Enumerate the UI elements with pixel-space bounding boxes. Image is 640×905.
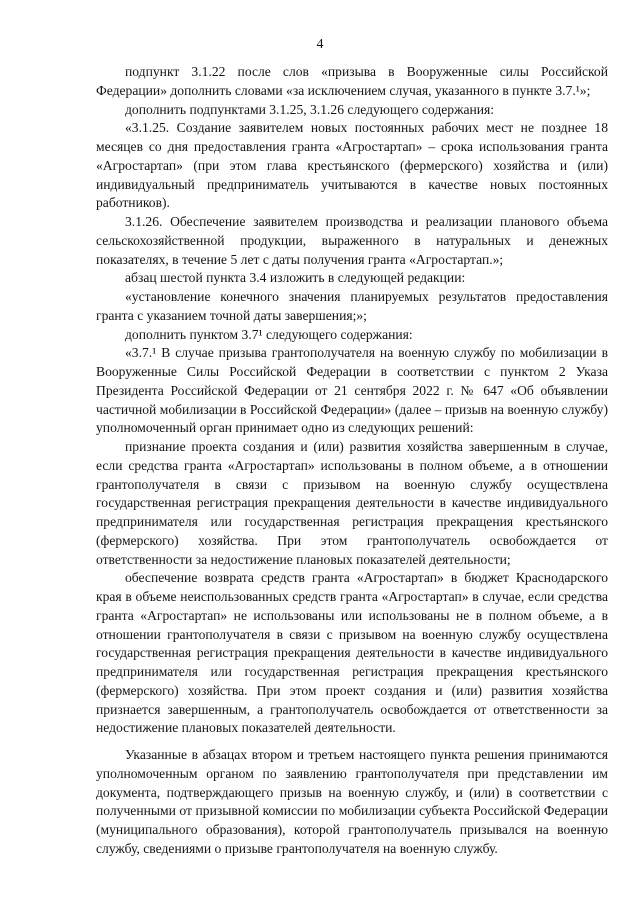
paragraph-subpoint-3-1-22: подпункт 3.1.22 после слов «призыва в Вооруженные силы Российской Федерации» дополнить словами «за исключением случая, указанного в пункте 3.7.¹»; (96, 64, 608, 98)
paragraph-add-subpoints: дополнить подпунктами 3.1.25, 3.1.26 следующего содержания: (125, 101, 495, 117)
paragraph-3-7-1: «3.7.¹ В случае призыва грантополучателя на военную службу по мобилизации в Вооруженные Силы Российской Федерации в соответствии с пунктом 2 Указа Президента Российской Федерации от 21 сентября 2022 г. № 647 «Об объявлении частичной мобилизации в Российской Федерации» (далее – призыв на военную службу) уполномоченный орган принимает одно из следующих решений: (96, 345, 608, 436)
paragraph-3-4-edit: абзац шестой пункта 3.4 изложить в следующей редакции: (125, 270, 466, 286)
paragraph-3-1-25: «3.1.25. Создание заявителем новых постоянных рабочих мест не позднее 18 месяцев со дня предоставления гранта «Агростартап» – срока использования гранта «Агростартап» (при этом глава крестьянского (фермерского) хозяйства и (или) индивидуальный предприниматель учитываются в качестве новых постоянных работников). (96, 120, 608, 211)
paragraph-add-3-7-1: дополнить пунктом 3.7¹ следующего содержания: (125, 326, 413, 342)
page-number: 4 (316, 37, 324, 52)
paragraph-decision-completed: признание проекта создания и (или) развития хозяйства завершенным в случае, если средства гранта «Агростартап» использованы в полном объеме, а в отношении грантополучателя в связи с призывом на военную службу осуществлена государственная регистрация прекращения деятельности в качестве индивидуального предпринимателя или государственная регистрация прекращения крестьянского (фермерского) хозяйства. При этом грантополучатель освобождается от ответственности за недостижение плановых показателей деятельности; (96, 439, 608, 567)
paragraph-decision-return: обеспечение возврата средств гранта «Агростартап» в бюджет Краснодарского края в объеме неиспользованных средств гранта «Агростартап» в случае, если средства гранта «Агростартап» не использованы или использованы не в полном объеме, а в отношении грантополучателя в связи с призывом на военную службу осуществлена государственная регистрация прекращения деятельности в качестве индивидуального предпринимателя или государственная регистрация прекращения крестьянского (фермерского) хозяйства. При этом проект создания и (или) развития хозяйства признается завершенным, а грантополучатель освобождается от ответственности за недостижение плановых показателей деятельности. (96, 570, 608, 736)
paragraph-decisions-procedure: Указанные в абзацах втором и третьем настоящего пункта решения принимаются уполномоченным органом по заявлению грантополучателя при представлении им документа, подтверждающего призыв на военную службу, и (или) в соответствии с полученными от призывной комиссии по мобилизации субъекта Российской Федерации (муниципального образования), которой грантополучатель призывался на военную службу, сведениями о призыве грантополучателя на военную службу. (96, 747, 608, 856)
document-body (96, 63, 608, 859)
paragraph-3-4-text: «установление конечного значения планируемых результатов предоставления гранта с указанием точной даты завершения;»; (96, 289, 608, 323)
paragraph-3-1-26: 3.1.26. Обеспечение заявителем производства и реализации планового объема сельскохозяйственной продукции, выраженного в натуральных и денежных показателях, в течение 5 лет с даты получения гранта «Агростартап.»; (96, 214, 608, 267)
